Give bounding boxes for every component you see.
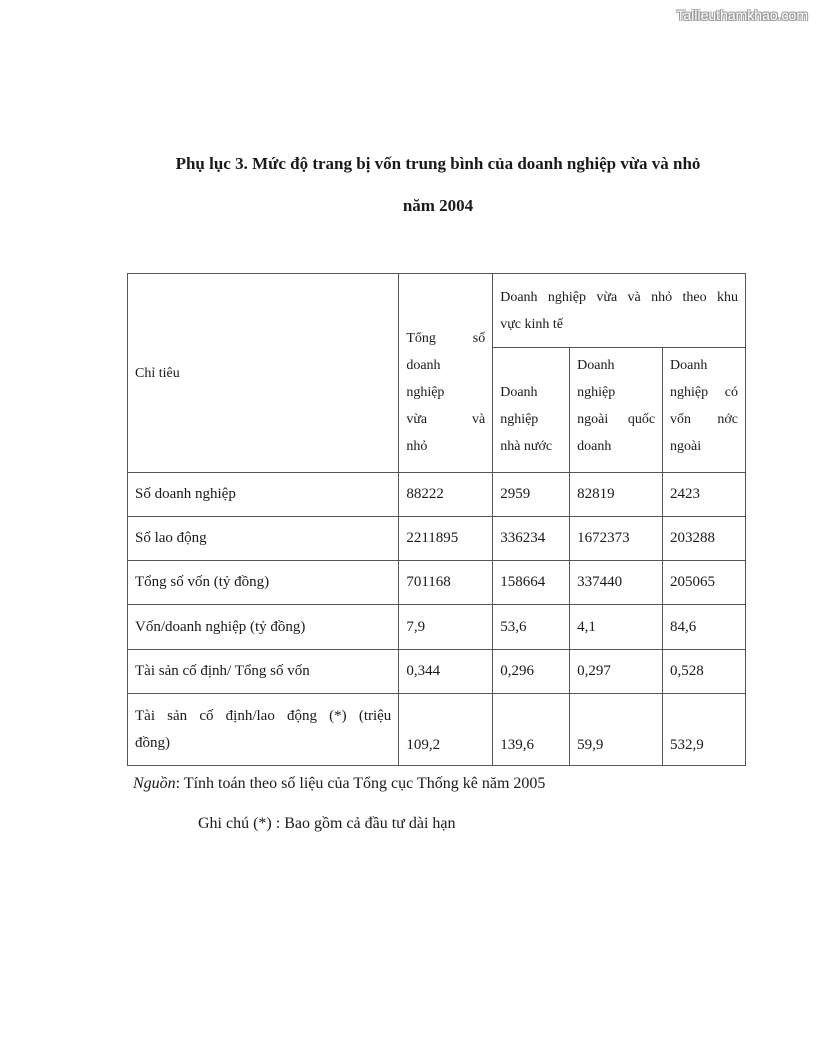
cell-foreign: 205065: [663, 561, 746, 605]
page-title: Phụ lục 3. Mức độ trang bị vốn trung bình của doanh nghiệp vừa và nhỏ: [175, 154, 701, 173]
row-label: Tài sản cố định/ Tổng số vốn: [128, 650, 399, 694]
header-foreign: Doanh nghiệp có vốn nớc ngoài: [663, 348, 746, 473]
table-row: [128, 561, 746, 605]
table-row: [128, 473, 746, 517]
remark-note: Ghi chú (*) : Bao gồm cả đầu tư dài hạn: [198, 815, 456, 832]
cell-state: 336234: [493, 517, 570, 561]
cell-state: 53,6: [493, 605, 570, 650]
cell-foreign: 84,6: [663, 605, 746, 650]
cell-foreign: 0,528: [663, 650, 746, 694]
table-row: [128, 605, 746, 650]
cell-private: 0,297: [570, 650, 663, 694]
header-total: Tổng số doanh nghiệp vừa và nhỏ: [399, 274, 493, 473]
row-label: Vốn/doanh nghiệp (tỷ đồng): [128, 605, 399, 650]
cell-state: 2959: [493, 473, 570, 517]
cell-private: 337440: [570, 561, 663, 605]
cell-private: 82819: [570, 473, 663, 517]
source-label: Nguồn: [133, 775, 176, 792]
cell-total: 0,344: [399, 650, 493, 694]
cell-state: 139,6: [493, 694, 570, 766]
header-state: Doanh nghiệp nhà nước: [493, 348, 570, 473]
cell-state: 158664: [493, 561, 570, 605]
cell-private: 4,1: [570, 605, 663, 650]
row-label: Tài sản cố định/lao động (*) (triệu đồng): [128, 694, 399, 766]
row-label: Số doanh nghiệp: [128, 473, 399, 517]
header-sector-group: Doanh nghiệp vừa và nhỏ theo khu vực kinh tế: [493, 274, 746, 348]
row-label: Tổng số vốn (tỷ đồng): [128, 561, 399, 605]
cell-foreign: 2423: [663, 473, 746, 517]
cell-total: 7,9: [399, 605, 493, 650]
data-table: [127, 273, 746, 766]
table-row: [128, 694, 746, 766]
cell-foreign: 203288: [663, 517, 746, 561]
cell-private: 1672373: [570, 517, 663, 561]
source-text: : Tính toán theo số liệu của Tổng cục Thống kê năm 2005: [175, 775, 546, 792]
cell-total: 701168: [399, 561, 493, 605]
cell-total: 109,2: [399, 694, 493, 766]
cell-state: 0,296: [493, 650, 570, 694]
source-note: [133, 775, 545, 793]
table-row: [128, 517, 746, 561]
cell-total: 2211895: [399, 517, 493, 561]
cell-foreign: 532,9: [663, 694, 746, 766]
header-indicator: Chỉ tiêu: [128, 274, 399, 473]
table-row: [128, 650, 746, 694]
cell-total: 88222: [399, 473, 493, 517]
cell-private: 59,9: [570, 694, 663, 766]
page-title-line2: năm 2004: [402, 196, 474, 215]
row-label: Số lao động: [128, 517, 399, 561]
watermark: Tailieuthamkhao.com: [676, 7, 808, 23]
header-private: Doanh nghiệp ngoài quốc doanh: [570, 348, 663, 473]
